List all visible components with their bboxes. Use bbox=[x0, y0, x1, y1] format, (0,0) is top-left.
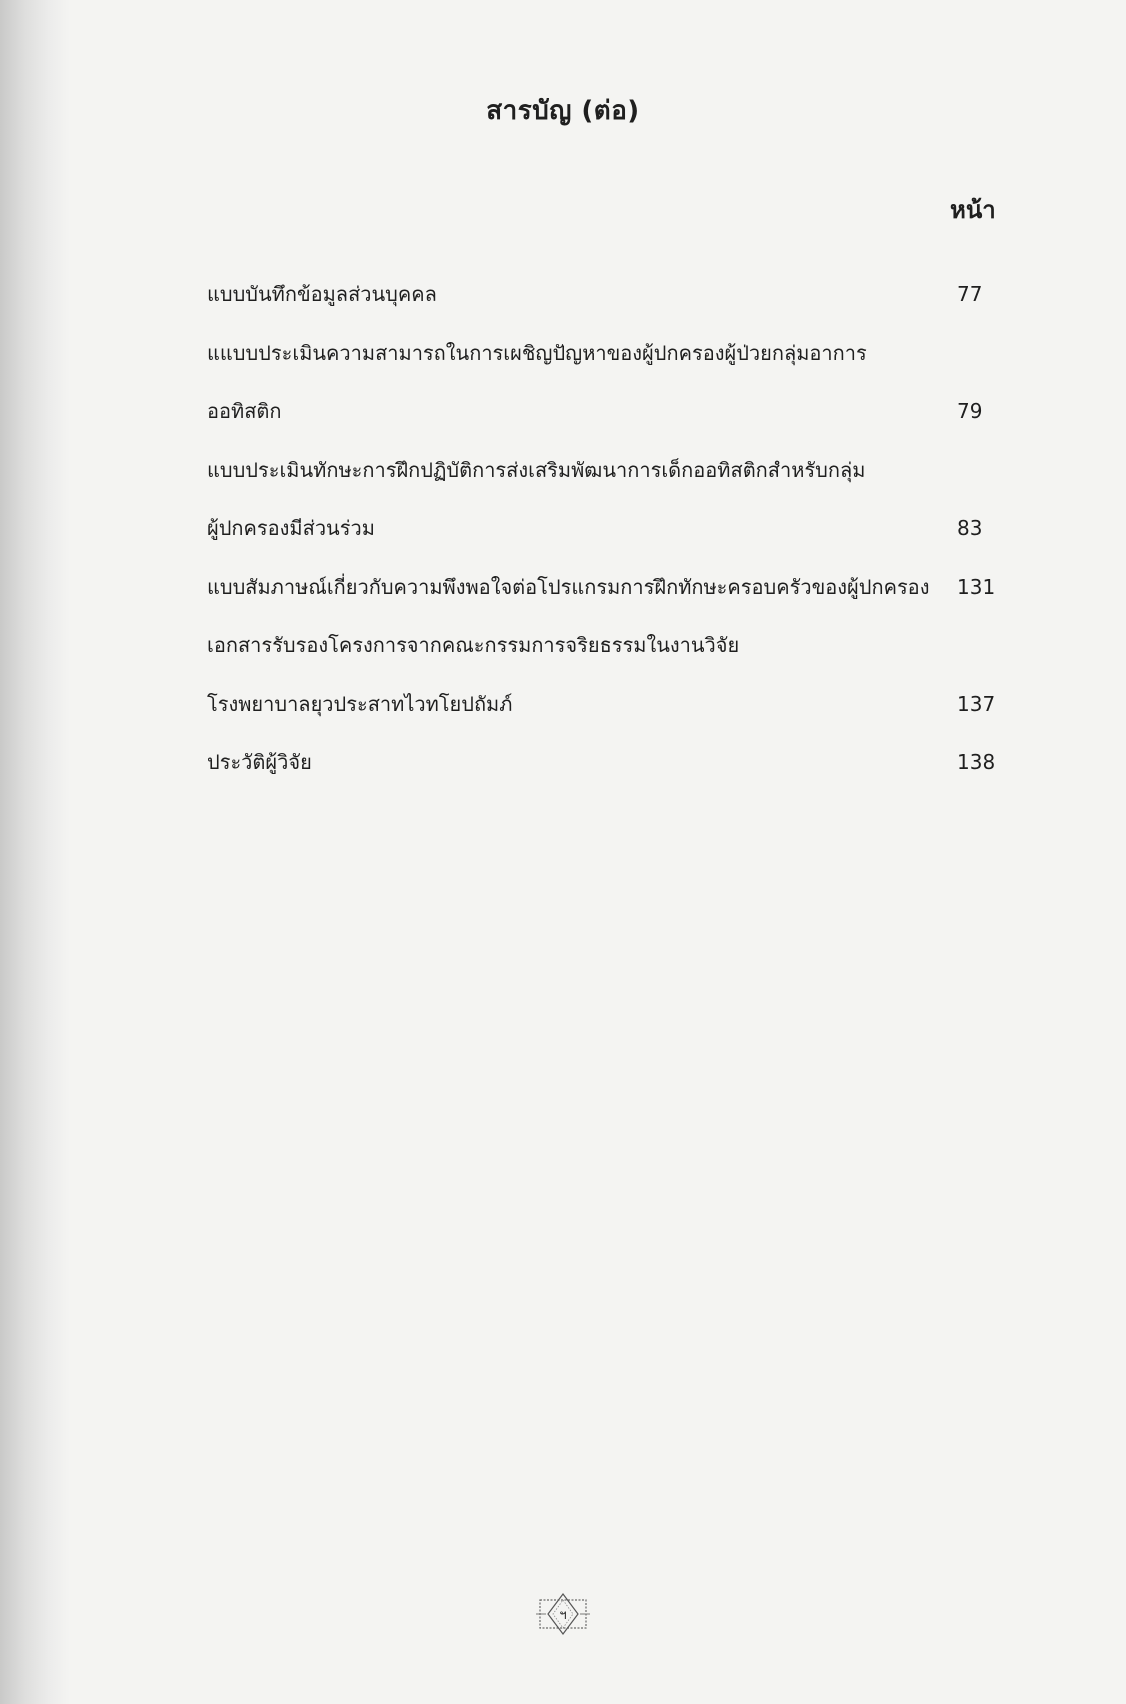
toc-entry-label: ผู้ปกครองมีส่วนร่วม bbox=[207, 516, 375, 540]
toc-entry bbox=[207, 391, 987, 431]
toc-entry-label: แแบบประเมินความสามารถในการเผชิญปัญหาของผู้ปกครองผู้ป่วยกลุ่มอาการ bbox=[207, 341, 867, 365]
toc-entry bbox=[207, 508, 987, 548]
toc-entry bbox=[207, 450, 987, 490]
toc-entry-page: 138 bbox=[957, 750, 996, 774]
toc-entry-label: โรงพยาบาลยุวประสาทไวทโยปถัมภ์ bbox=[207, 692, 513, 716]
page-ornament-text: ฯ bbox=[559, 1608, 567, 1623]
page-number-column-header: หน้า bbox=[950, 196, 996, 224]
toc-entry bbox=[207, 274, 987, 314]
page-title: สารบัญ (ต่อ) bbox=[486, 96, 640, 126]
toc-entry-page: 83 bbox=[957, 516, 983, 540]
toc-entry bbox=[207, 684, 996, 724]
toc-entry-page: 77 bbox=[957, 282, 983, 306]
toc-entry bbox=[207, 333, 987, 373]
toc-entry bbox=[207, 567, 996, 607]
toc-entry-label: ออทิสติก bbox=[207, 399, 282, 423]
toc-entry bbox=[207, 742, 996, 782]
toc-entry-page: 79 bbox=[957, 399, 983, 423]
toc-entry-label: เอกสารรับรองโครงการจากคณะกรรมการจริยธรรมในงานวิจัย bbox=[207, 633, 740, 657]
toc-entry-page: 131 bbox=[957, 575, 996, 599]
toc-entry bbox=[207, 625, 987, 665]
toc-entry-label: ประวัติผู้วิจัย bbox=[207, 750, 312, 774]
toc-entry-page: 137 bbox=[957, 692, 996, 716]
toc-entry-label: แบบสัมภาษณ์เกี่ยวกับความพึงพอใจต่อโปรแกรมการฝึกทักษะครอบครัวของผู้ปกครอง bbox=[207, 575, 930, 599]
toc-entry-label: แบบบันทึกข้อมูลส่วนบุคคล bbox=[207, 282, 437, 306]
page-ornament-icon bbox=[534, 1592, 592, 1636]
toc-entry-label: แบบประเมินทักษะการฝึกปฏิบัติการส่งเสริมพัฒนาการเด็กออทิสติกสำหรับกลุ่ม bbox=[207, 458, 866, 482]
